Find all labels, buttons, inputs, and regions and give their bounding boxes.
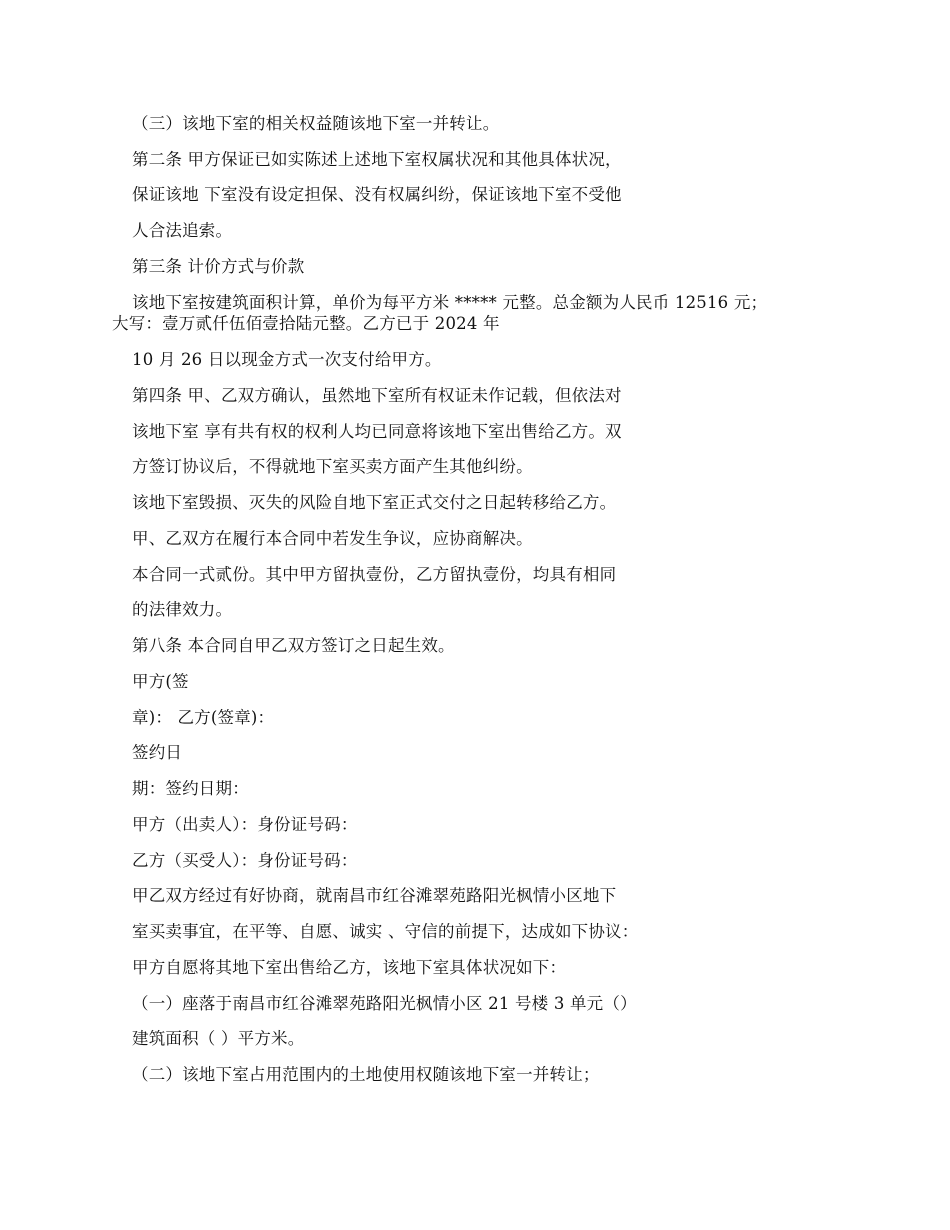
text-line-11: 方签订协议后，不得就地下室买卖方面产生其他纠纷。 bbox=[132, 457, 533, 476]
text-line-26: （一）座落于南昌市红谷滩翠苑路阳光枫情小区 21 号楼 3 单元（） bbox=[132, 994, 637, 1013]
text-line-23: 甲乙双方经过有好协商，就南昌市红谷滩翠苑路阳光枫情小区地下 bbox=[132, 886, 617, 905]
text-line-14: 本合同一式贰份。其中甲方留执壹份，乙方留执壹份，均具有相同 bbox=[132, 565, 617, 584]
text-line-6: 该地下室按建筑面积计算，单价为每平方米 ***** 元整。总金额为人民币 12516 元； bbox=[132, 293, 768, 312]
text-line-9: 第四条 甲、乙双方确认，虽然地下室所有权证未作记载，但依法对 bbox=[132, 386, 622, 405]
text-line-1: （三）该地下室的相关权益随该地下室一并转让。 bbox=[132, 114, 500, 133]
text-line-8: 10 月 26 日以现金方式一次支付给甲方。 bbox=[132, 350, 442, 369]
text-line-19: 签约日 bbox=[132, 743, 183, 762]
text-line-20: 期：签约日期： bbox=[132, 779, 249, 798]
text-line-22: 乙方（买受人）：身份证号码： bbox=[132, 851, 358, 870]
text-line-12: 该地下室毁损、灭失的风险自地下室正式交付之日起转移给乙方。 bbox=[132, 493, 617, 512]
text-line-18: 章)： 乙方(签章)： bbox=[132, 708, 275, 727]
text-line-3: 保证该地 下室没有设定担保、没有权属纠纷，保证该地下室不受他 bbox=[132, 185, 622, 204]
text-line-2: 第二条 甲方保证已如实陈述上述地下室权属状况和其他具体状况， bbox=[132, 150, 622, 169]
text-line-28: （二）该地下室占用范围内的土地使用权随该地下室一并转让； bbox=[132, 1065, 600, 1084]
text-line-4: 人合法追索。 bbox=[132, 221, 233, 240]
text-line-10: 该地下室 享有共有权的权利人均已同意将该地下室出售给乙方。双 bbox=[132, 422, 622, 441]
text-line-5: 第三条 计价方式与价款 bbox=[132, 257, 305, 276]
text-line-25: 甲方自愿将其地下室出售给乙方，该地下室具体状况如下： bbox=[132, 958, 567, 977]
text-line-16: 第八条 本合同自甲乙双方签订之日起生效。 bbox=[132, 636, 455, 655]
text-line-17: 甲方(签 bbox=[132, 672, 189, 691]
text-line-7: 大写：壹万贰仟伍佰壹拾陆元整。乙方已于 2024 年 bbox=[112, 314, 500, 333]
text-line-13: 甲、乙双方在履行本合同中若发生争议，应协商解决。 bbox=[132, 529, 533, 548]
text-line-15: 的法律效力。 bbox=[132, 600, 233, 619]
text-line-27: 建筑面积（ ）平方米。 bbox=[132, 1029, 305, 1048]
text-line-21: 甲方（出卖人）：身份证号码： bbox=[132, 815, 358, 834]
text-line-24: 室买卖事宜，在平等、自愿、诚实 、守信的前提下，达成如下协议： bbox=[132, 922, 639, 941]
